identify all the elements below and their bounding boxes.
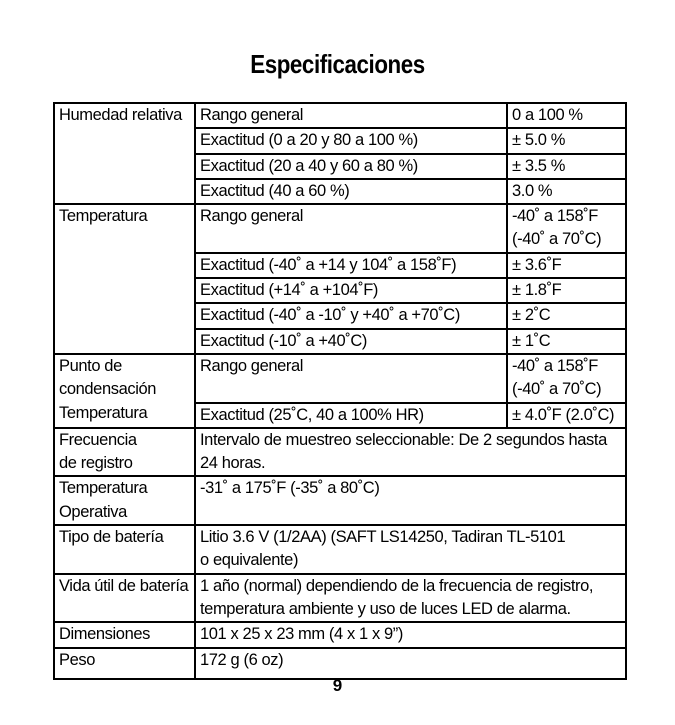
empty-label (54, 329, 195, 354)
table-row (54, 574, 626, 623)
value-cell: ± 5.0 % (507, 128, 626, 153)
empty-label (54, 179, 195, 204)
row-label (54, 428, 195, 477)
empty-label (54, 303, 195, 328)
parameter-cell: Rango general (195, 204, 507, 253)
value-line: -40˚ a 158˚F (512, 356, 598, 375)
value-line: 1 año (normal) dependiendo de la frecuencia de registro, (200, 576, 594, 595)
row-label (54, 354, 195, 428)
value-cell (195, 428, 626, 477)
empty-label (54, 278, 195, 303)
value-cell: ± 3.6˚F (507, 253, 626, 278)
value-cell: ± 4.0˚F (2.0˚C) (507, 403, 626, 428)
specifications-table (53, 102, 627, 680)
table-row (54, 253, 626, 278)
row-label: Temperatura (54, 204, 195, 253)
value-cell: ± 1˚C (507, 329, 626, 354)
table-row (54, 179, 626, 204)
value-cell (195, 525, 626, 574)
row-label: Peso (54, 648, 195, 679)
value-line: (-40˚ a 70˚C) (512, 380, 602, 399)
value-cell (507, 204, 626, 253)
value-cell (507, 354, 626, 403)
row-label: Vida útil de batería (54, 574, 195, 623)
row-label (54, 476, 195, 525)
value-cell: 101 x 25 x 23 mm (4 x 1 x 9”) (195, 622, 626, 647)
value-line: o equivalente) (200, 551, 299, 570)
value-cell: ± 2˚C (507, 303, 626, 328)
value-cell: 0 a 100 % (507, 103, 626, 128)
value-cell (195, 574, 626, 623)
parameter-cell: Rango general (195, 103, 507, 128)
table-row (54, 103, 626, 128)
table-row (54, 354, 626, 403)
empty-label (54, 154, 195, 179)
parameter-cell: Exactitud (40 a 60 %) (195, 179, 507, 204)
label-line: Operativa (59, 502, 127, 521)
value-line: temperatura ambiente y uso de luces LED de alarma. (200, 599, 571, 618)
table-row (54, 648, 626, 679)
label-line: Temperatura (59, 479, 148, 498)
empty-label (54, 128, 195, 153)
parameter-cell: Exactitud (25˚C, 40 a 100% HR) (195, 403, 507, 428)
parameter-cell: Exactitud (0 a 20 y 80 a 100 %) (195, 128, 507, 153)
value-line: (-40˚ a 70˚C) (512, 230, 602, 249)
parameter-cell: Exactitud (-10˚ a +40˚C) (195, 329, 507, 354)
parameter-cell: Exactitud (20 a 40 y 60 a 80 %) (195, 154, 507, 179)
value-line: -40˚ a 158˚F (512, 207, 598, 226)
value-cell: 172 g (6 oz) (195, 648, 626, 679)
table-row (54, 128, 626, 153)
table-row (54, 428, 626, 477)
row-label: Humedad relativa (54, 103, 195, 128)
table-row (54, 204, 626, 253)
value-cell: ± 1.8˚F (507, 278, 626, 303)
table-row (54, 278, 626, 303)
value-cell: 3.0 % (507, 179, 626, 204)
value-line: 24 horas. (200, 454, 266, 473)
table-row (54, 154, 626, 179)
row-label: Tipo de batería (54, 525, 195, 574)
label-line: Frecuencia (59, 430, 137, 449)
label-line: Temperatura (59, 403, 148, 422)
label-line: de registro (59, 454, 133, 473)
value-cell: -31˚ a 175˚F (-35˚ a 80˚C) (195, 476, 626, 525)
label-line: Punto de (59, 356, 122, 375)
table-row (54, 329, 626, 354)
parameter-cell: Rango general (195, 354, 507, 403)
empty-label (54, 253, 195, 278)
row-label: Dimensiones (54, 622, 195, 647)
parameter-cell: Exactitud (-40˚ a +14 y 104˚ a 158˚F) (195, 253, 507, 278)
label-line: condensación (59, 380, 157, 399)
value-line: Intervalo de muestreo seleccionable: De 2 segundos hasta (200, 430, 607, 449)
page-title: Especificaciones (250, 49, 425, 79)
table-row (54, 622, 626, 647)
table-row (54, 476, 626, 525)
value-line: Litio 3.6 V (1/2AA) (SAFT LS14250, Tadiran TL-5101 (200, 528, 566, 547)
page-number: 9 (332, 676, 343, 695)
parameter-cell: Exactitud (-40˚ a -10˚ y +40˚ a +70˚C) (195, 303, 507, 328)
parameter-cell: Exactitud (+14˚ a +104˚F) (195, 278, 507, 303)
value-cell: ± 3.5 % (507, 154, 626, 179)
table-row (54, 525, 626, 574)
table-row (54, 303, 626, 328)
